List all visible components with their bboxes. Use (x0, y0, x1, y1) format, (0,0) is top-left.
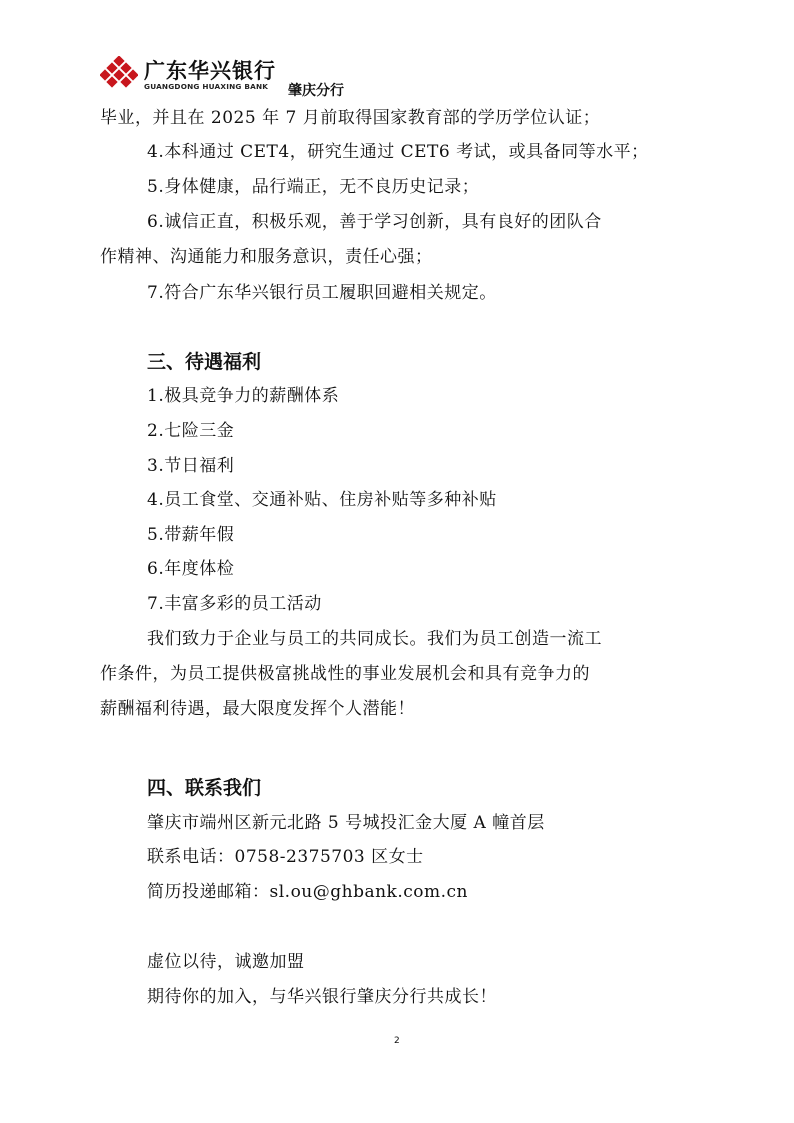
requirement-item-5: 5.身体健康，品行端正，无不良历史记录； (147, 177, 480, 197)
benefits-paragraph-line2: 作条件，为员工提供极富挑战性的事业发展机会和具有竞争力的 (100, 664, 590, 684)
benefit-item: 7.丰富多彩的员工活动 (147, 594, 322, 614)
bank-name-en: GUANGDONG HUAXING BANK (144, 82, 269, 91)
benefits-paragraph-line1: 我们致力于企业与员工的共同成长。我们为员工创造一流工 (147, 629, 602, 649)
requirement-item-6-line2: 作精神、沟通能力和服务意识，责任心强； (100, 247, 433, 267)
diamond-lattice-logo-icon (100, 56, 138, 88)
benefit-item: 6.年度体检 (147, 559, 235, 579)
branch-name: 肇庆分行 (288, 83, 344, 99)
contact-address: 肇庆市端州区新元北路 5 号城投汇金大厦 A 幢首层 (147, 813, 545, 833)
requirement-item-7: 7.符合广东华兴银行员工履职回避相关规定。 (147, 283, 497, 303)
benefits-paragraph-line3: 薪酬福利待遇，最大限度发挥个人潜能！ (100, 699, 415, 719)
benefit-item: 3.节日福利 (147, 456, 235, 476)
contact-email: 简历投递邮箱：sl.ou@ghbank.com.cn (147, 882, 469, 902)
benefit-item: 1.极具竞争力的薪酬体系 (147, 386, 340, 406)
benefit-item: 2.七险三金 (147, 421, 235, 441)
requirement-item-6-line1: 6.诚信正直，积极乐观，善于学习创新，具有良好的团队合 (147, 212, 602, 232)
benefits-heading: 三、待遇福利 (147, 351, 262, 373)
requirement-continued: 毕业，并且在 2025 年 7 月前取得国家教育部的学历学位认证； (100, 108, 601, 128)
contact-phone: 联系电话：0758-2375703 区女士 (147, 847, 424, 867)
requirement-item-4: 4.本科通过 CET4，研究生通过 CET6 考试，或具备同等水平； (147, 142, 649, 162)
benefit-item: 4.员工食堂、交通补贴、住房补贴等多种补贴 (147, 490, 497, 510)
bank-name-cn: 广东华兴银行 (144, 59, 276, 83)
contact-heading: 四、联系我们 (147, 777, 262, 799)
page-number: 2 (394, 1036, 400, 1046)
closing-line2: 期待你的加入，与华兴银行肇庆分行共成长！ (147, 987, 497, 1007)
benefit-item: 5.带薪年假 (147, 525, 235, 545)
closing-line1: 虚位以待，诚邀加盟 (147, 952, 305, 972)
